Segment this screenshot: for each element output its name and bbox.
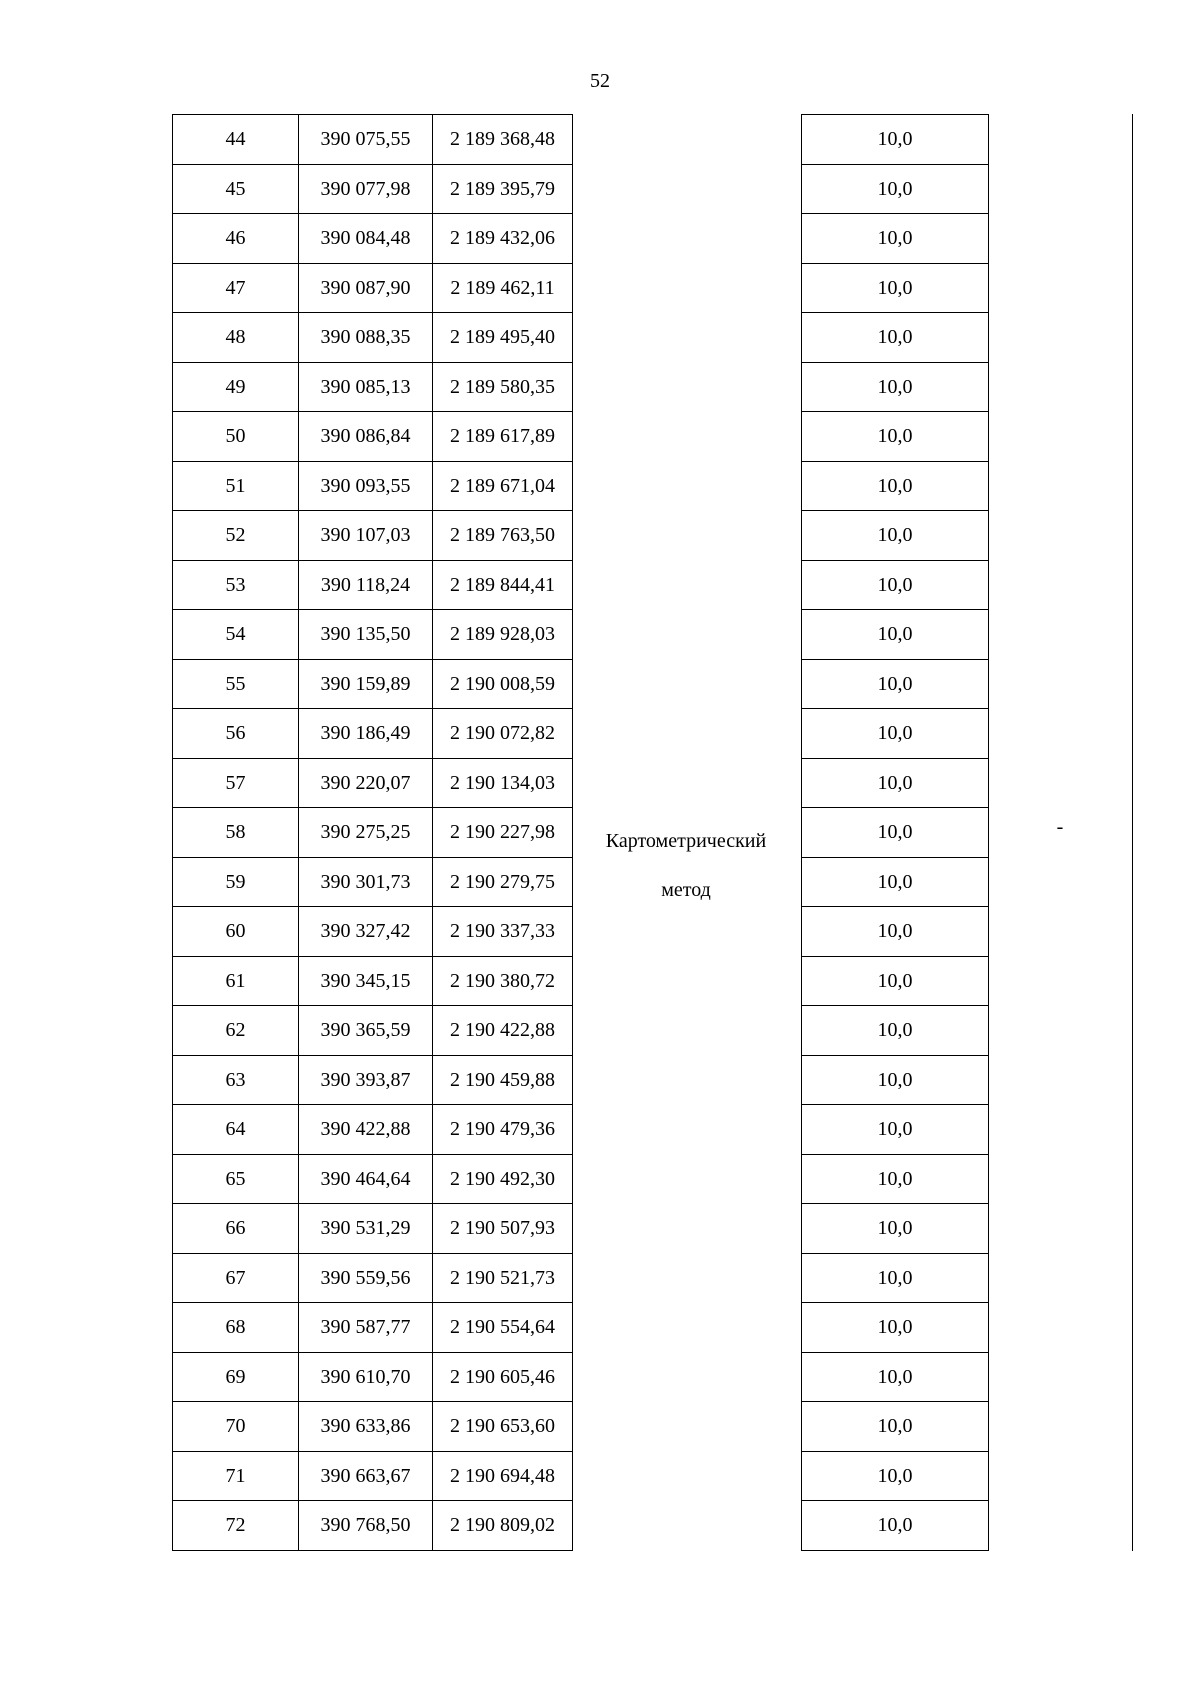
y-coordinate-cell: 2 190 422,88 <box>433 1006 573 1056</box>
x-coordinate-cell: 390 327,42 <box>299 907 433 957</box>
accuracy-cell: 10,0 <box>802 313 989 363</box>
table-row <box>173 164 989 214</box>
method-column-cell <box>573 362 802 412</box>
method-column-cell <box>573 263 802 313</box>
x-coordinate-cell: 390 422,88 <box>299 1105 433 1155</box>
method-column-cell <box>573 1501 802 1551</box>
x-coordinate-cell: 390 220,07 <box>299 758 433 808</box>
point-number-cell: 66 <box>173 1204 299 1254</box>
method-column-cell <box>573 956 802 1006</box>
method-column-cell <box>573 758 802 808</box>
method-column-cell <box>573 1352 802 1402</box>
x-coordinate-cell: 390 345,15 <box>299 956 433 1006</box>
x-coordinate-cell: 390 275,25 <box>299 808 433 858</box>
table-row <box>173 214 989 264</box>
y-coordinate-cell: 2 189 395,79 <box>433 164 573 214</box>
y-coordinate-cell: 2 190 279,75 <box>433 857 573 907</box>
method-column-cell <box>573 164 802 214</box>
point-number-cell: 58 <box>173 808 299 858</box>
table-row <box>173 1402 989 1452</box>
method-column-cell <box>573 610 802 660</box>
accuracy-cell: 10,0 <box>802 956 989 1006</box>
method-column-cell <box>573 412 802 462</box>
y-coordinate-cell: 2 189 671,04 <box>433 461 573 511</box>
method-line-2: метод <box>661 879 711 901</box>
table-row <box>173 115 989 165</box>
accuracy-cell: 10,0 <box>802 610 989 660</box>
x-coordinate-cell: 390 075,55 <box>299 115 433 165</box>
table-row <box>173 1204 989 1254</box>
method-column-cell <box>573 560 802 610</box>
point-number-cell: 65 <box>173 1154 299 1204</box>
table-row <box>173 560 989 610</box>
y-coordinate-cell: 2 189 368,48 <box>433 115 573 165</box>
method-column-cell <box>573 313 802 363</box>
table-row <box>173 1352 989 1402</box>
x-coordinate-cell: 390 107,03 <box>299 511 433 561</box>
point-number-cell: 63 <box>173 1055 299 1105</box>
point-number-cell: 55 <box>173 659 299 709</box>
table-row <box>173 313 989 363</box>
table-row <box>173 362 989 412</box>
method-column-cell <box>573 709 802 759</box>
x-coordinate-cell: 390 633,86 <box>299 1402 433 1452</box>
table-row <box>173 1303 989 1353</box>
method-line-1: Картометрический <box>605 830 767 852</box>
accuracy-cell: 10,0 <box>802 412 989 462</box>
method-column-cell <box>573 1055 802 1105</box>
accuracy-cell: 10,0 <box>802 659 989 709</box>
point-number-cell: 48 <box>173 313 299 363</box>
method-column-cell <box>573 214 802 264</box>
point-number-cell: 49 <box>173 362 299 412</box>
table-row <box>173 1055 989 1105</box>
table-row <box>173 1253 989 1303</box>
x-coordinate-cell: 390 118,24 <box>299 560 433 610</box>
x-coordinate-cell: 390 301,73 <box>299 857 433 907</box>
x-coordinate-cell: 390 663,67 <box>299 1451 433 1501</box>
y-coordinate-cell: 2 190 008,59 <box>433 659 573 709</box>
table-row <box>173 956 989 1006</box>
y-coordinate-cell: 2 189 617,89 <box>433 412 573 462</box>
accuracy-cell: 10,0 <box>802 1501 989 1551</box>
page-number: 52 <box>590 70 610 92</box>
method-column-cell <box>573 461 802 511</box>
method-column-cell <box>573 1303 802 1353</box>
accuracy-cell: 10,0 <box>802 511 989 561</box>
accuracy-cell: 10,0 <box>802 907 989 957</box>
accuracy-cell: 10,0 <box>802 1105 989 1155</box>
accuracy-cell: 10,0 <box>802 1055 989 1105</box>
y-coordinate-cell: 2 190 653,60 <box>433 1402 573 1452</box>
x-coordinate-cell: 390 464,64 <box>299 1154 433 1204</box>
table-row <box>173 1154 989 1204</box>
accuracy-cell: 10,0 <box>802 1204 989 1254</box>
table-row <box>173 1451 989 1501</box>
y-coordinate-cell: 2 190 227,98 <box>433 808 573 858</box>
method-column-cell <box>573 115 802 165</box>
y-coordinate-cell: 2 190 134,03 <box>433 758 573 808</box>
y-coordinate-cell: 2 190 507,93 <box>433 1204 573 1254</box>
point-number-cell: 44 <box>173 115 299 165</box>
table-row <box>173 709 989 759</box>
y-coordinate-cell: 2 190 337,33 <box>433 907 573 957</box>
point-number-cell: 47 <box>173 263 299 313</box>
method-column-cell <box>573 1451 802 1501</box>
accuracy-cell: 10,0 <box>802 115 989 165</box>
y-coordinate-cell: 2 190 492,30 <box>433 1154 573 1204</box>
y-coordinate-cell: 2 189 763,50 <box>433 511 573 561</box>
y-coordinate-cell: 2 190 479,36 <box>433 1105 573 1155</box>
accuracy-cell: 10,0 <box>802 1006 989 1056</box>
table-row <box>173 412 989 462</box>
accuracy-cell: 10,0 <box>802 1154 989 1204</box>
x-coordinate-cell: 390 088,35 <box>299 313 433 363</box>
table-row <box>173 1105 989 1155</box>
method-column-cell <box>573 1204 802 1254</box>
accuracy-cell: 10,0 <box>802 1352 989 1402</box>
x-coordinate-cell: 390 087,90 <box>299 263 433 313</box>
y-coordinate-cell: 2 190 809,02 <box>433 1501 573 1551</box>
y-coordinate-cell: 2 189 432,06 <box>433 214 573 264</box>
method-column-cell <box>573 659 802 709</box>
x-coordinate-cell: 390 531,29 <box>299 1204 433 1254</box>
method-column-cell <box>573 1105 802 1155</box>
table-row <box>173 659 989 709</box>
method-column-cell <box>573 1253 802 1303</box>
point-number-cell: 62 <box>173 1006 299 1056</box>
table-row <box>173 1006 989 1056</box>
x-coordinate-cell: 390 365,59 <box>299 1006 433 1056</box>
x-coordinate-cell: 390 559,56 <box>299 1253 433 1303</box>
point-number-cell: 71 <box>173 1451 299 1501</box>
y-coordinate-cell: 2 190 521,73 <box>433 1253 573 1303</box>
method-column-cell <box>573 1154 802 1204</box>
x-coordinate-cell: 390 393,87 <box>299 1055 433 1105</box>
y-coordinate-cell: 2 190 554,64 <box>433 1303 573 1353</box>
point-number-cell: 60 <box>173 907 299 957</box>
y-coordinate-cell: 2 190 072,82 <box>433 709 573 759</box>
y-coordinate-cell: 2 189 462,11 <box>433 263 573 313</box>
x-coordinate-cell: 390 186,49 <box>299 709 433 759</box>
accuracy-cell: 10,0 <box>802 758 989 808</box>
table-row <box>173 263 989 313</box>
x-coordinate-cell: 390 077,98 <box>299 164 433 214</box>
accuracy-cell: 10,0 <box>802 709 989 759</box>
accuracy-cell: 10,0 <box>802 1402 989 1452</box>
x-coordinate-cell: 390 093,55 <box>299 461 433 511</box>
right-border-line <box>1132 114 1133 1551</box>
accuracy-cell: 10,0 <box>802 857 989 907</box>
table-row <box>173 461 989 511</box>
empty-value-dash: - <box>1056 816 1064 838</box>
table-row <box>173 511 989 561</box>
point-number-cell: 52 <box>173 511 299 561</box>
x-coordinate-cell: 390 135,50 <box>299 610 433 660</box>
determination-method <box>572 817 800 915</box>
method-column-cell <box>573 511 802 561</box>
x-coordinate-cell: 390 159,89 <box>299 659 433 709</box>
y-coordinate-cell: 2 190 694,48 <box>433 1451 573 1501</box>
accuracy-cell: 10,0 <box>802 461 989 511</box>
point-number-cell: 70 <box>173 1402 299 1452</box>
table-row <box>173 758 989 808</box>
point-number-cell: 45 <box>173 164 299 214</box>
x-coordinate-cell: 390 768,50 <box>299 1501 433 1551</box>
x-coordinate-cell: 390 084,48 <box>299 214 433 264</box>
accuracy-cell: 10,0 <box>802 164 989 214</box>
point-number-cell: 69 <box>173 1352 299 1402</box>
point-number-cell: 64 <box>173 1105 299 1155</box>
x-coordinate-cell: 390 610,70 <box>299 1352 433 1402</box>
y-coordinate-cell: 2 189 928,03 <box>433 610 573 660</box>
y-coordinate-cell: 2 190 459,88 <box>433 1055 573 1105</box>
y-coordinate-cell: 2 190 605,46 <box>433 1352 573 1402</box>
table-row <box>173 610 989 660</box>
point-number-cell: 67 <box>173 1253 299 1303</box>
point-number-cell: 56 <box>173 709 299 759</box>
method-column-cell <box>573 1006 802 1056</box>
point-number-cell: 59 <box>173 857 299 907</box>
x-coordinate-cell: 390 086,84 <box>299 412 433 462</box>
x-coordinate-cell: 390 587,77 <box>299 1303 433 1353</box>
point-number-cell: 54 <box>173 610 299 660</box>
y-coordinate-cell: 2 189 495,40 <box>433 313 573 363</box>
point-number-cell: 68 <box>173 1303 299 1353</box>
y-coordinate-cell: 2 189 580,35 <box>433 362 573 412</box>
y-coordinate-cell: 2 190 380,72 <box>433 956 573 1006</box>
y-coordinate-cell: 2 189 844,41 <box>433 560 573 610</box>
accuracy-cell: 10,0 <box>802 1303 989 1353</box>
point-number-cell: 51 <box>173 461 299 511</box>
point-number-cell: 46 <box>173 214 299 264</box>
accuracy-cell: 10,0 <box>802 362 989 412</box>
point-number-cell: 57 <box>173 758 299 808</box>
point-number-cell: 50 <box>173 412 299 462</box>
table-row <box>173 1501 989 1551</box>
accuracy-cell: 10,0 <box>802 808 989 858</box>
accuracy-cell: 10,0 <box>802 1253 989 1303</box>
accuracy-cell: 10,0 <box>802 214 989 264</box>
point-number-cell: 61 <box>173 956 299 1006</box>
point-number-cell: 53 <box>173 560 299 610</box>
accuracy-cell: 10,0 <box>802 1451 989 1501</box>
accuracy-cell: 10,0 <box>802 560 989 610</box>
x-coordinate-cell: 390 085,13 <box>299 362 433 412</box>
accuracy-cell: 10,0 <box>802 263 989 313</box>
point-number-cell: 72 <box>173 1501 299 1551</box>
method-column-cell <box>573 1402 802 1452</box>
